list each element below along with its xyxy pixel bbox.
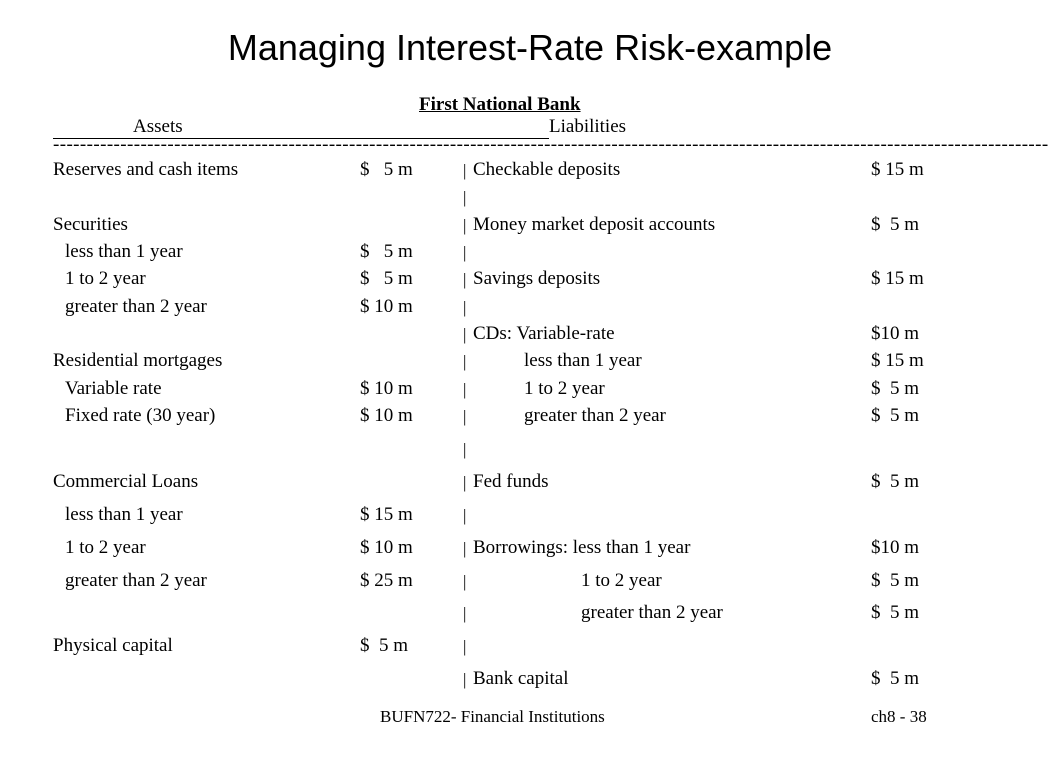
asset-amount: $ 5 m bbox=[360, 635, 409, 656]
liability-label: 1 to 2 year bbox=[581, 570, 662, 591]
asset-amount: $ 10 m bbox=[360, 537, 413, 558]
liability-label: greater than 2 year bbox=[581, 602, 723, 623]
liability-label: 1 to 2 year bbox=[524, 378, 605, 399]
column-divider: | bbox=[463, 380, 467, 399]
column-divider: | bbox=[463, 440, 467, 459]
asset-label: less than 1 year bbox=[65, 241, 183, 262]
liability-label: Bank capital bbox=[473, 668, 569, 689]
column-divider: | bbox=[463, 572, 467, 591]
liability-amount: $ 5 m bbox=[871, 405, 920, 426]
asset-amount: $ 10 m bbox=[360, 296, 413, 317]
dashed-separator: ---------------------------------------------------------------------------------------------------------------------------------------------------- bbox=[53, 134, 1049, 155]
column-divider: | bbox=[463, 216, 467, 235]
asset-amount: $ 5 m bbox=[360, 268, 413, 289]
asset-amount: $ 5 m bbox=[360, 241, 413, 262]
asset-amount: $ 15 m bbox=[360, 504, 413, 525]
liability-label: CDs: Variable-rate bbox=[473, 323, 615, 344]
liability-amount: $ 15 m bbox=[871, 268, 924, 289]
asset-label: Physical capital bbox=[53, 635, 173, 656]
asset-label: 1 to 2 year bbox=[65, 268, 146, 289]
asset-label: Residential mortgages bbox=[53, 350, 223, 371]
liability-amount: $ 15 m bbox=[871, 350, 924, 371]
slide-title: Managing Interest-Rate Risk-example bbox=[227, 27, 833, 68]
liability-label: Borrowings: less than 1 year bbox=[473, 537, 691, 558]
liability-label: greater than 2 year bbox=[524, 405, 666, 426]
asset-label: greater than 2 year bbox=[65, 570, 207, 591]
liability-amount: $ 5 m bbox=[871, 214, 920, 235]
asset-label: less than 1 year bbox=[65, 504, 183, 525]
column-divider: | bbox=[463, 243, 467, 262]
column-divider: | bbox=[463, 604, 467, 623]
asset-label: 1 to 2 year bbox=[65, 537, 146, 558]
column-divider: | bbox=[463, 637, 467, 656]
asset-amount: $ 10 m bbox=[360, 405, 413, 426]
liability-label: Money market deposit accounts bbox=[473, 214, 716, 235]
column-divider: | bbox=[463, 161, 467, 180]
column-divider: | bbox=[463, 352, 467, 371]
column-divider: | bbox=[463, 270, 467, 289]
footer-course: BUFN722- Financial Institutions bbox=[380, 707, 605, 726]
asset-label: Reserves and cash items bbox=[53, 159, 239, 180]
asset-label: Variable rate bbox=[65, 378, 162, 399]
column-divider: | bbox=[463, 407, 467, 426]
column-divider: | bbox=[463, 670, 467, 689]
asset-label: Commercial Loans bbox=[53, 471, 199, 492]
liability-amount: $10 m bbox=[871, 323, 920, 344]
column-divider: | bbox=[463, 188, 467, 207]
column-divider: | bbox=[463, 539, 467, 558]
liability-amount: $ 5 m bbox=[871, 570, 920, 591]
assets-header: Assets bbox=[133, 116, 183, 137]
asset-label: Securities bbox=[53, 214, 128, 235]
liability-label: Savings deposits bbox=[473, 268, 601, 289]
footer-page-number: ch8 - 38 bbox=[871, 707, 927, 726]
liability-amount: $ 5 m bbox=[871, 602, 920, 623]
liability-amount: $ 5 m bbox=[871, 668, 920, 689]
column-divider: | bbox=[463, 298, 467, 317]
liability-label: Fed funds bbox=[473, 471, 549, 492]
liability-amount: $ 5 m bbox=[871, 471, 920, 492]
liabilities-header: Liabilities bbox=[549, 116, 627, 137]
liability-amount: $10 m bbox=[871, 537, 920, 558]
liability-amount: $ 5 m bbox=[871, 378, 920, 399]
column-divider: | bbox=[463, 473, 467, 492]
bank-name: First National Bank bbox=[419, 94, 581, 115]
asset-label: Fixed rate (30 year) bbox=[65, 405, 216, 426]
liability-label: less than 1 year bbox=[524, 350, 642, 371]
asset-amount: $ 10 m bbox=[360, 378, 413, 399]
column-divider: | bbox=[463, 325, 467, 344]
asset-amount: $ 5 m bbox=[360, 159, 413, 180]
asset-label: greater than 2 year bbox=[65, 296, 207, 317]
asset-amount: $ 25 m bbox=[360, 570, 413, 591]
liability-amount: $ 15 m bbox=[871, 159, 924, 180]
column-divider: | bbox=[463, 506, 467, 525]
liability-label: Checkable deposits bbox=[473, 159, 621, 180]
